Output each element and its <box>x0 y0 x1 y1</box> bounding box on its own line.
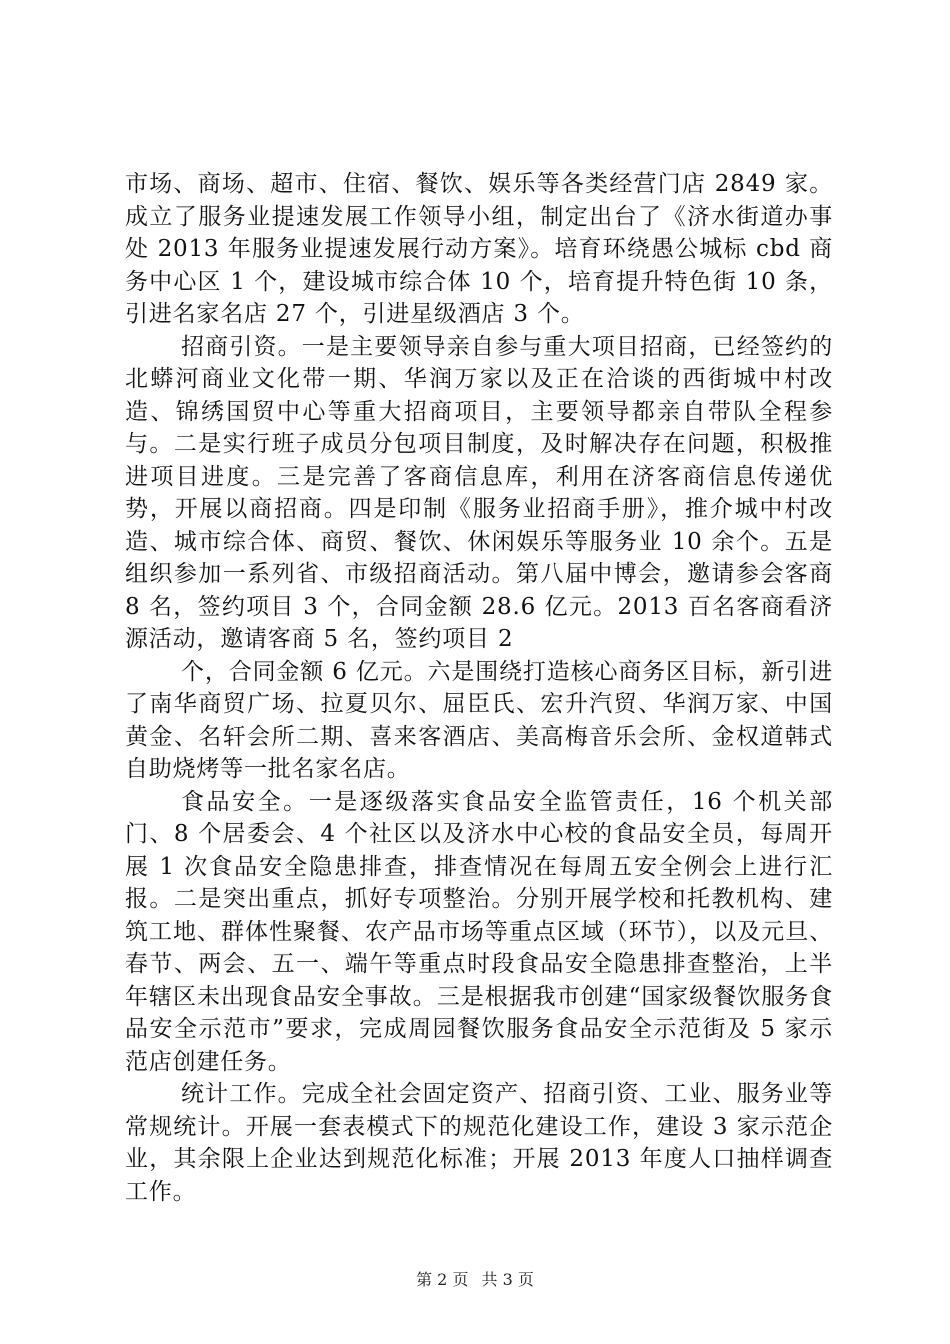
paragraph-service-industry: 市场、商场、超市、住宿、餐饮、娱乐等各类经营门店 2849 家。成立了服务业提速发展工作领导小组，制定出台了《济水街道办事处 2013 年服务业提速发展行动方案》。培育环绕愚公城标 cbd 商务中心区 1 个，建设城市综合体 10 个，培育提升特色街 10 条，引进名家名店 27 个，引进星级酒店 3 个。 <box>125 171 833 327</box>
paragraph-investment-continued: 个，合同金额 6 亿元。六是围绕打造核心商务区目标，新引进了南华商贸广场、拉夏贝尔、屈臣氏、宏升汽贸、华润万家、中国黄金、名轩会所二期、喜来客酒店、美高梅音乐会所、金权道韩式自助烧烤等一批名家名店。 <box>125 658 833 782</box>
page-number-current: 第 2 页 <box>416 1270 469 1289</box>
document-body <box>125 168 833 1208</box>
paragraph-statistics: 统计工作。完成全社会固定资产、招商引资、工业、服务业等常规统计。开展一套表模式下的规范化建设工作，建设 3 家示范企业，其余限上企业达到规范化标准；开展 2013 年度人口抽样调查工作。 <box>125 1081 833 1205</box>
page-number-total: 共 3 页 <box>481 1270 534 1289</box>
page-footer <box>0 1270 950 1290</box>
paragraph-food-safety: 食品安全。一是逐级落实食品安全监管责任，16 个机关部门、8 个居委会、4 个社区以及济水中心校的食品安全员，每周开展 1 次食品安全隐患排查，排查情况在每周五安全例会上进行汇报。二是突出重点，抓好专项整治。分别开展学校和托教机构、建筑工地、群体性聚餐、农产品市场等重点区域（环节），以及元旦、春节、两会、五一、端午等重点时段食品安全隐患排查整治，上半年辖区未出现食品安全事故。三是根据我市创建“国家级餐饮服务食品安全示范市”要求，完成周园餐饮服务食品安全示范街及 5 家示范店创建任务。 <box>125 788 833 1075</box>
paragraph-investment-attraction: 招商引资。一是主要领导亲自参与重大项目招商，已经签约的北蟒河商业文化带一期、华润万家以及正在洽谈的西街城中村改造、锦绣国贸中心等重大招商项目，主要领导都亲自带队全程参与。二是实行班子成员分包项目制度，及时解决存在问题，积极推进项目进度。三是完善了客商信息库，利用在济客商信息传递优势，开展以商招商。四是印制《服务业招商手册》，推介城中村改造、城市综合体、商贸、餐饮、休闲娱乐等服务业 10 余个。五是组织参加一系列省、市级招商活动。第八届中博会，邀请参会客商 8 名，签约项目 3 个，合同金额 28.6 亿元。2013 百名客商看济源活动，邀请客商 5 名，签约项目 2 <box>125 333 833 652</box>
